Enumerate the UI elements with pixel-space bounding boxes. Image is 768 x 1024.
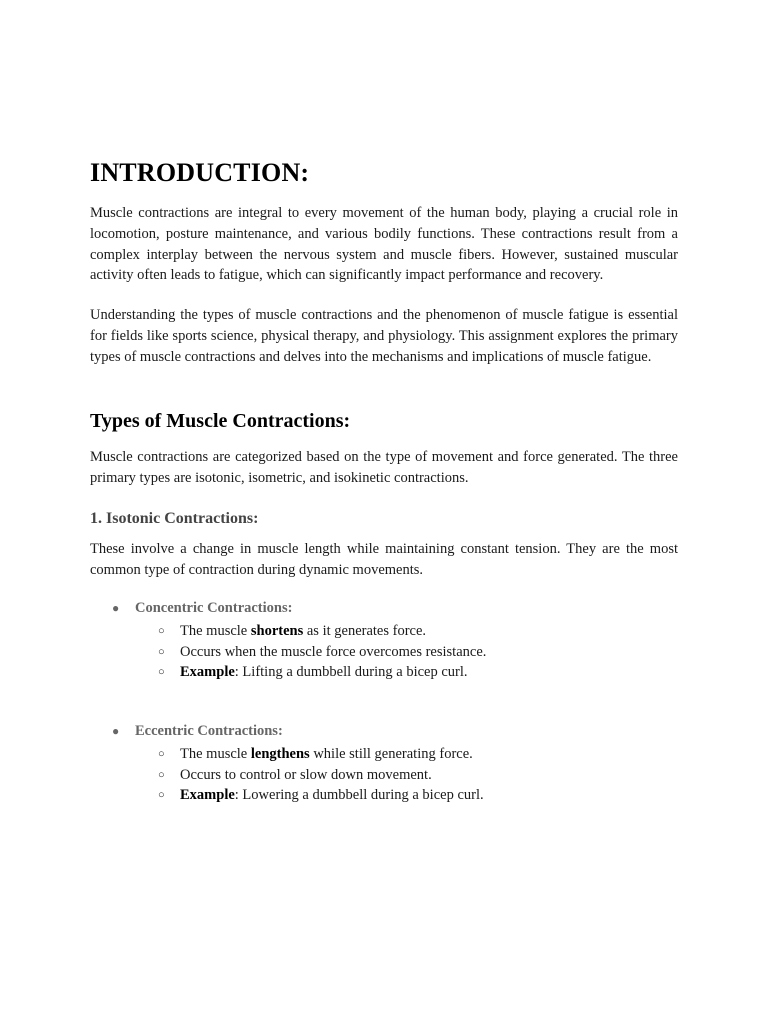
introduction-paragraph-2: Understanding the types of muscle contractions and the phenomenon of muscle fatigue is essential for fields like sports science, physical therapy, and physiology. This assignment explores the primary types of muscle contractions and delves into the mechanisms and implications of muscle fatigue. — [90, 307, 678, 365]
sub-item-text: The muscle lengthens while still generating force. — [180, 746, 473, 762]
isotonic-heading: 1. Isotonic Contractions: — [90, 510, 259, 527]
sub-marker: ○ — [158, 625, 165, 637]
sub-marker: ○ — [158, 789, 165, 801]
types-heading: Types of Muscle Contractions: — [90, 410, 351, 432]
bullet-title: Eccentric Contractions: — [135, 723, 283, 739]
sub-marker: ○ — [158, 666, 165, 678]
types-paragraph: Muscle contractions are categorized based on the type of movement and force generated. The three primary types are isotonic, isometric, and isokinetic contractions. — [90, 449, 678, 486]
introduction-heading: INTRODUCTION: — [90, 158, 310, 187]
bullet-title: Concentric Contractions: — [135, 600, 293, 616]
sub-marker: ○ — [158, 646, 165, 658]
sub-item-text: Occurs when the muscle force overcomes resistance. — [180, 644, 487, 660]
isotonic-paragraph: These involve a change in muscle length while maintaining constant tension. They are the most common type of contraction during dynamic movements. — [90, 541, 678, 578]
introduction-paragraph-1: Muscle contractions are integral to every movement of the human body, playing a crucial role in locomotion, posture maintenance, and various bodily functions. These contractions result from a complex interplay between the nervous system and muscle fibers. However, sustained muscular activity often leads to fatigue, which can significantly impact performance and recovery. — [90, 205, 678, 284]
sub-marker: ○ — [158, 769, 165, 781]
sub-item-text: Example: Lowering a dumbbell during a bicep curl. — [180, 787, 484, 803]
sub-item-text: The muscle shortens as it generates force. — [180, 623, 427, 639]
bullet-marker: ● — [112, 601, 120, 615]
sub-item-text: Example: Lifting a dumbbell during a bicep curl. — [180, 664, 468, 680]
sub-item-text: Occurs to control or slow down movement. — [180, 767, 432, 783]
bullet-marker: ● — [112, 724, 120, 738]
sub-marker: ○ — [158, 748, 165, 760]
